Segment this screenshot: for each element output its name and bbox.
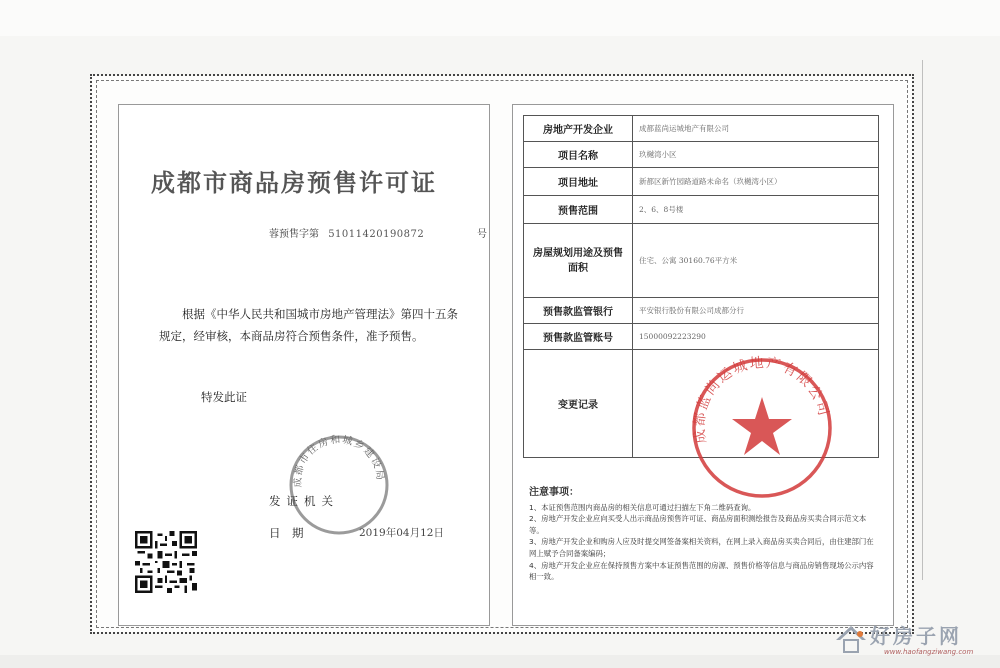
note-item: 1、本证预售范围内商品房的相关信息可通过扫描左下角二维码查询。 — [529, 502, 756, 512]
row-value: 玖樾湾小区 — [633, 142, 879, 168]
certificate-special-issue: 特发此证 — [201, 390, 247, 404]
issuer-seal-text: 成都市住房和城乡建设局 — [292, 434, 386, 488]
row-value: 新都区新竹园路道路未命名（玖樾湾小区） — [633, 168, 879, 196]
certificate-number-value: 51011420190872 — [328, 229, 425, 240]
table-row — [524, 196, 879, 224]
scan-border-top — [0, 0, 1000, 36]
row-value: 住宅、公寓 30160.76平方米 — [633, 224, 879, 298]
company-seal — [687, 353, 837, 503]
table-row — [524, 224, 879, 298]
table-row — [524, 142, 879, 168]
row-label: 预售款监管银行 — [524, 298, 633, 324]
site-watermark — [830, 620, 990, 664]
certificate-number-suffix: 号 — [477, 229, 487, 240]
issue-date-value: 2019年04月12日 — [359, 527, 444, 539]
note-item: 2、房地产开发企业应向买受人出示商品房预售许可证、商品房面积测绘报告及商品房买卖合同示范文本等。 — [529, 514, 867, 535]
certificate-title: 成都市商品房预售许可证 — [151, 168, 437, 197]
company-seal-text: 成都蓝尚运城地产有限公司 — [691, 355, 832, 445]
issuer-seal — [285, 431, 393, 539]
seal-star-icon — [732, 397, 792, 455]
row-label: 房地产开发企业 — [524, 116, 633, 142]
row-label: 变更记录 — [524, 350, 633, 458]
table-row — [524, 298, 879, 324]
presale-certificate — [92, 76, 912, 632]
table-row — [524, 168, 879, 196]
row-value: 成都蓝尚运城地产有限公司 — [633, 116, 879, 142]
svg-text:成都市住房和城乡建设局 — [291, 433, 386, 488]
note-item: 4、房地产开发企业应在保持预售方案中本证预售范围的房源、预售价格等信息与商品房销售现场公示内容相一致。 — [529, 560, 874, 582]
notes-section — [529, 487, 877, 583]
row-label: 预售款监管账号 — [524, 324, 633, 350]
house-logo-icon — [834, 624, 868, 654]
issue-date-row — [269, 525, 444, 541]
table-row — [524, 324, 879, 350]
note-item: 3、房地产开发企业和购房人应及时提交网签备案相关资料，在网上录入商品房买卖合同后，由住建部门在网上赋予合同备案编码； — [529, 537, 874, 558]
issue-date-label: 日 期 — [269, 526, 304, 540]
certificate-body-text: 根据《中华人民共和国城市房地产管理法》第四十五条规定，经审核，本商品房符合预售条件，准予预售。 — [159, 307, 458, 343]
issuer-label: 发证机关 — [269, 494, 339, 508]
row-value: 平安银行股份有限公司成都分行 — [633, 298, 879, 324]
certificate-details-panel — [512, 104, 894, 626]
certificate-front-panel — [118, 104, 490, 626]
certificate-number — [269, 225, 487, 240]
table-row — [524, 116, 879, 142]
scan-edge-line — [922, 60, 923, 580]
row-value: 15000092223290 — [633, 324, 879, 350]
row-value: 2、6、8号楼 — [633, 196, 879, 224]
certificate-number-prefix: 蓉预售字第 — [269, 229, 319, 240]
watermark-text: 好房子网 — [870, 624, 962, 648]
qr-code[interactable] — [135, 531, 197, 593]
notes-title: 注意事项： — [529, 487, 579, 498]
row-label: 预售范围 — [524, 196, 633, 224]
row-label: 项目地址 — [524, 168, 633, 196]
row-label: 项目名称 — [524, 142, 633, 168]
watermark-url: www.haofangziwang.com — [884, 648, 974, 656]
row-label: 房屋规划用途及预售面积 — [524, 224, 633, 298]
